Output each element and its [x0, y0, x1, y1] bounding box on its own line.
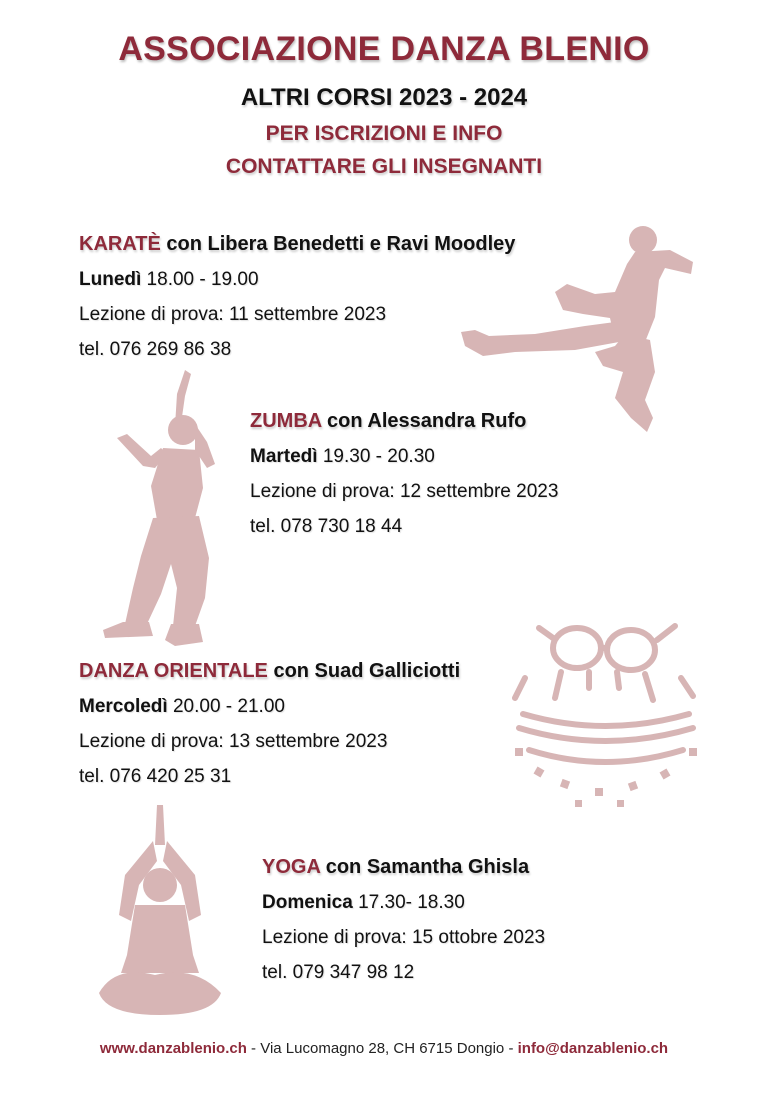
course-time: 19.30 - 20.30 — [317, 446, 435, 467]
footer-address: - Via Lucomagno 28, CH 6715 Dongio - — [246, 1040, 518, 1057]
course-heading — [262, 850, 545, 885]
page-subtitle: ALTRI CORSI 2023 - 2024 — [240, 84, 528, 111]
course-schedule — [79, 689, 460, 724]
course-day: Lunedì — [79, 269, 142, 290]
course-phone: tel. 076 269 86 38 — [79, 339, 232, 360]
course-teacher: con Alessandra Rufo — [321, 410, 527, 432]
yoga-meditation-icon — [95, 805, 225, 1020]
course-teacher: con Libera Benedetti e Ravi Moodley — [160, 233, 516, 255]
info-line-2: CONTATTARE GLI INSEGNANTI — [225, 155, 543, 178]
course-zumba — [250, 404, 558, 544]
course-name: DANZA ORIENTALE — [79, 660, 268, 682]
course-schedule — [79, 262, 515, 297]
course-phone: tel. 079 347 98 12 — [262, 962, 415, 983]
email-link[interactable]: info@danzablenio.ch — [517, 1040, 669, 1057]
course-time: 18.00 - 19.00 — [141, 269, 259, 290]
course-phone: tel. 076 420 25 31 — [79, 766, 232, 787]
course-heading — [250, 404, 558, 439]
course-teacher: con Suad Galliciotti — [267, 660, 461, 682]
course-time: 20.00 - 21.00 — [167, 696, 285, 717]
footer — [0, 1040, 768, 1057]
website-link[interactable]: www.danzablenio.ch — [99, 1040, 247, 1057]
course-day: Martedì — [250, 446, 318, 467]
course-time: 17.30- 18.30 — [352, 892, 465, 913]
course-name: ZUMBA — [250, 410, 322, 432]
course-trial: Lezione di prova: 13 settembre 2023 — [79, 731, 388, 752]
course-karate — [79, 227, 515, 367]
course-danza-orientale — [79, 654, 460, 794]
course-trial: Lezione di prova: 11 settembre 2023 — [79, 304, 387, 325]
course-day: Domenica — [262, 892, 353, 913]
course-schedule — [250, 439, 558, 474]
course-teacher: con Samantha Ghisla — [320, 856, 530, 878]
course-schedule — [262, 885, 545, 920]
zumba-dancer-icon — [95, 368, 230, 650]
belly-dance-costume-icon — [505, 618, 705, 808]
page-title: ASSOCIAZIONE DANZA BLENIO — [118, 30, 650, 68]
course-name: YOGA — [262, 856, 321, 878]
course-trial: Lezione di prova: 15 ottobre 2023 — [262, 927, 546, 948]
course-day: Mercoledì — [79, 696, 168, 717]
course-phone: tel. 078 730 18 44 — [250, 516, 403, 537]
info-line-1: PER ISCRIZIONI E INFO — [265, 122, 503, 145]
course-trial: Lezione di prova: 12 settembre 2023 — [250, 481, 559, 502]
course-name: KARATÈ — [79, 233, 161, 255]
course-heading — [79, 227, 515, 262]
course-yoga — [262, 850, 545, 990]
course-heading — [79, 654, 460, 689]
